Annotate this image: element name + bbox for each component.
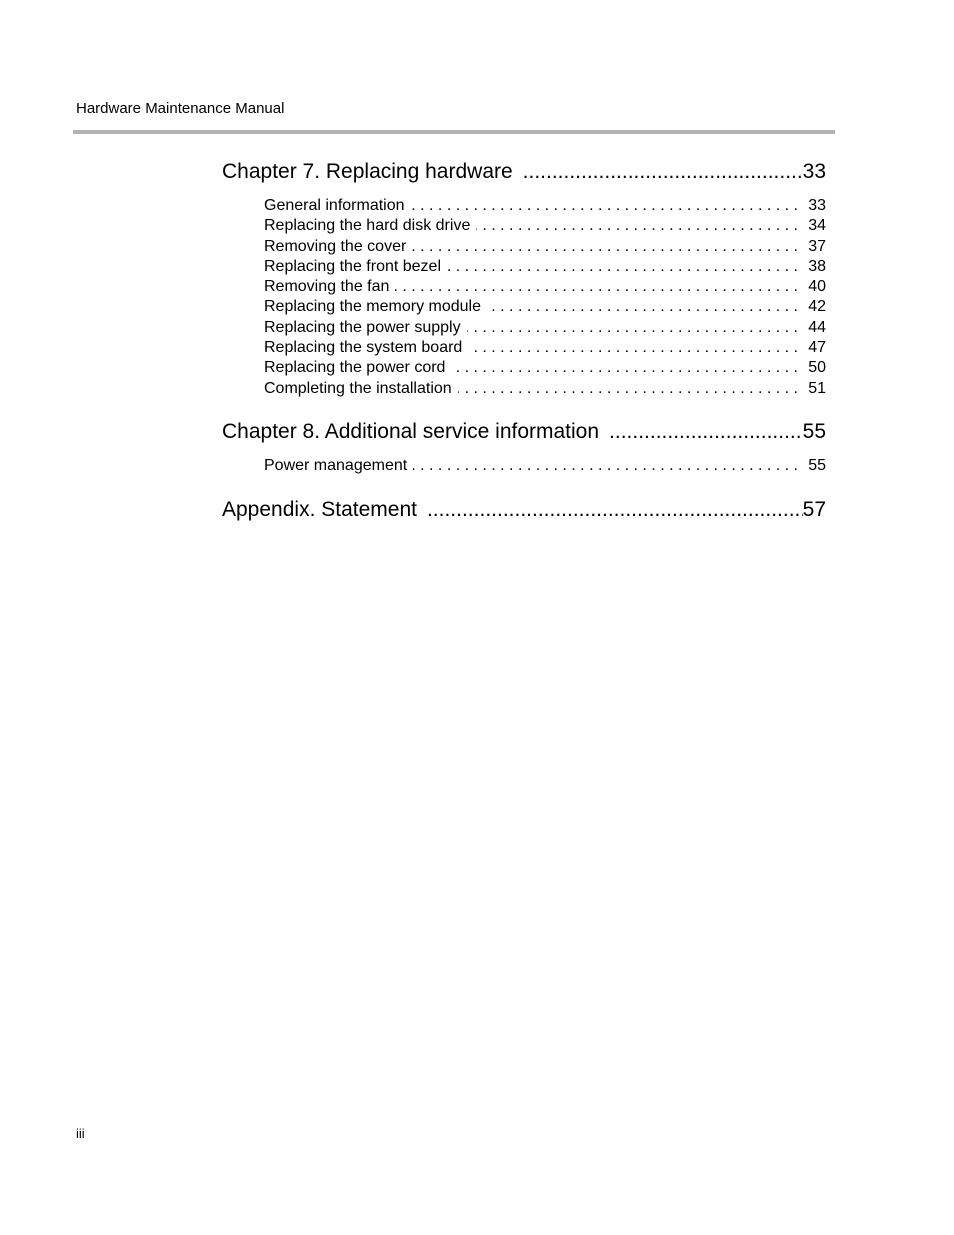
toc-entry-page: 33 <box>808 197 826 214</box>
toc-entry-title: Replacing the system board <box>264 339 463 357</box>
toc-entry-title: Completing the installation <box>264 379 452 397</box>
toc-entry[interactable] <box>264 456 826 476</box>
toc-entry-title: Replacing the memory module <box>264 298 481 316</box>
toc-leader-dots <box>523 158 803 186</box>
toc-entry[interactable] <box>264 257 826 277</box>
toc-entry-title: Removing the fan <box>264 278 390 296</box>
toc-entries <box>264 196 826 399</box>
toc-entry-page: 50 <box>808 359 826 377</box>
toc-entry[interactable] <box>264 237 826 257</box>
toc-entry[interactable] <box>264 277 826 297</box>
toc-entry[interactable] <box>264 297 826 317</box>
toc-entry[interactable] <box>264 338 826 358</box>
toc-leader-dots <box>451 358 798 378</box>
running-header: Hardware Maintenance Manual <box>76 100 285 117</box>
toc-entry-title: Replacing the power supply <box>264 318 461 336</box>
toc-entry[interactable] <box>264 379 826 399</box>
toc-entry-page: 47 <box>808 339 826 357</box>
toc-chapter-title: Chapter 8. Additional service information <box>222 420 600 443</box>
toc-entry[interactable] <box>264 196 826 216</box>
toc-entry-page: 51 <box>808 379 826 397</box>
toc-entry-title: Replacing the hard disk drive <box>264 217 471 235</box>
toc-chapter-title: Chapter 7. Replacing hardware <box>222 160 513 183</box>
toc-entry-title: Removing the cover <box>264 237 407 255</box>
toc-leader-dots <box>476 216 798 236</box>
toc-chapter-8 <box>222 418 826 476</box>
header-rule <box>73 130 835 134</box>
toc-leader-dots <box>395 277 798 297</box>
toc-leader-dots <box>447 257 798 277</box>
toc-leader-dots <box>411 196 798 216</box>
toc-chapter-heading[interactable] <box>222 418 826 446</box>
toc-leader-dots <box>609 418 803 446</box>
toc-entry-page: 55 <box>808 457 826 474</box>
toc-chapter-heading[interactable] <box>222 496 826 524</box>
toc-leader-dots <box>468 338 798 358</box>
toc-entry-page: 42 <box>808 298 826 316</box>
toc-entry-title: Power management <box>264 457 408 474</box>
toc-entry-title: Replacing the power cord <box>264 359 446 377</box>
toc-chapter-7 <box>222 158 826 399</box>
toc-entries <box>264 456 826 476</box>
toc-chapter-page: 33 <box>802 160 826 183</box>
toc-chapter-page: 55 <box>802 420 826 443</box>
toc-chapter-page: 57 <box>802 498 826 521</box>
toc-entry-page: 40 <box>808 278 826 296</box>
toc-entry-title: General information <box>264 197 405 214</box>
toc-leader-dots <box>467 318 798 338</box>
toc-entry[interactable] <box>264 216 826 236</box>
toc-leader-dots <box>413 456 798 476</box>
toc-leader-dots <box>412 237 798 257</box>
toc-leader-dots <box>427 496 803 524</box>
toc-leader-dots <box>487 297 798 317</box>
toc-chapter-title: Appendix. Statement <box>222 498 417 521</box>
toc-entry-page: 38 <box>808 257 826 275</box>
toc-chapter-heading[interactable] <box>222 158 826 186</box>
toc-entry[interactable] <box>264 318 826 338</box>
toc-entry-title: Replacing the front bezel <box>264 257 441 275</box>
toc-entry-page: 34 <box>808 217 826 235</box>
toc-entry[interactable] <box>264 358 826 378</box>
toc-entry-page: 44 <box>808 318 826 336</box>
page-number: iii <box>76 1126 85 1141</box>
toc-entry-page: 37 <box>808 237 826 255</box>
toc-leader-dots <box>458 379 798 399</box>
toc-appendix <box>222 496 826 524</box>
